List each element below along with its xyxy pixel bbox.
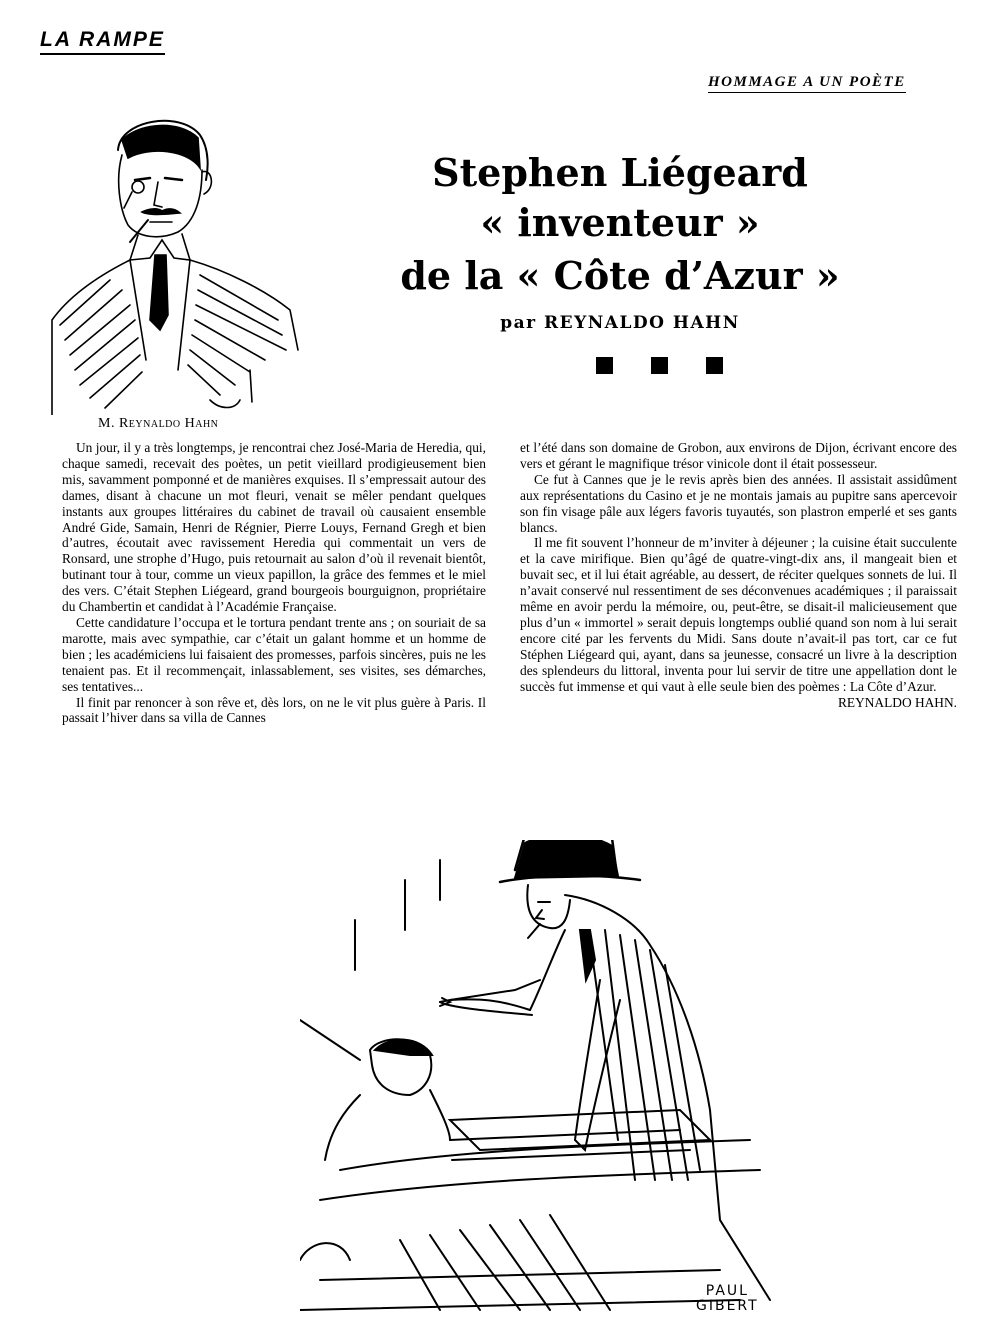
article-column-2 (520, 440, 957, 710)
paragraph: Cette candidature l’occupa et le tortura pendant trente ans ; on souriait de sa marotte, mais avec sympathie, car c’était un galant homme et un homme de bien ; les académiciens lui faisaient des promesses, parfois sincères, puis ne les tenaient pas. Et il recommençait, inlassablement, ses visites, ses démarches, ses tentatives... (62, 614, 486, 694)
illustration-signature (696, 1284, 759, 1314)
byline: par REYNALDO HAHN (500, 313, 740, 333)
paragraph: et l’été dans son domaine de Grobon, aux environs de Dijon, écrivant encore des vers et gérant le magnifique trésor vinicole dont il était possesseur. (520, 440, 957, 471)
article-column-1 (62, 440, 486, 726)
article-signature: REYNALDO HAHN. (837, 694, 957, 710)
title-line-2: « inventeur » (480, 200, 760, 245)
paragraph: Un jour, il y a très longtemps, je rencontrai chez José-Maria de Heredia, qui, chaque samedi, recevait des poètes, un petit vieillard prodigieusement bien mis, savamment pomponné et de manières exquises. Il s’empressait autour des dames, disant à chacune un mot fleuri, venait se mêler pendant quelques instants aux groupes littéraires du cabinet de travail où causaient ensemble André Gide, Samain, Henri de Régnier, Pierre Louys, Fernand Gregh et bien d’autres, écoutait avec ravissement Heredia qui commentait un vers de Ronsard, une strophe d’Hugo, puis retournait au salon d’où il revenait bientôt, butinant tour à tour, comme un vieux papillon, la grâce des femmes et le miel des vers. C’était Stephen Liégeard, grand bourgeois bourguignon, propriétaire du Chambertin et candidat à l’Académie Française. (62, 440, 486, 615)
caption-name: Reynaldo Hahn (118, 416, 219, 431)
paragraph: Ce fut à Cannes que je le revis après bien des années. Il assistait assidûment aux représentations du Casino et je ne montais jamais au pupitre sans apercevoir son fin visage pâle aux légers favoris tuyautés, son plastron emperlé et ses gants blancs. (520, 471, 957, 535)
title-line-1: Stephen Liégeard (432, 150, 808, 195)
masthead: LA RAMPE (40, 28, 165, 55)
portrait-illustration (50, 110, 300, 415)
portrait-caption (98, 416, 218, 432)
signature-last: GIBERT (696, 1298, 759, 1314)
section-heading: HOMMAGE A UN POÈTE (708, 74, 906, 93)
conductor-illustration (300, 840, 820, 1320)
caption-prefix: M. (98, 416, 119, 431)
ornament-squares (596, 357, 723, 374)
signature-first: PAUL (705, 1283, 749, 1299)
paragraph: Il me fit souvent l’honneur de m’inviter à déjeuner ; la cuisine était succulente et la cave mirifique. Bien qu’âgé de quatre-vingt-dix ans, il mangeait bien et buvait sec, et il lui était agréable, au dessert, de réciter quelques sonnets de lui. Il n’avait conservé nul ressentiment de ses déconvenues académiques ; il paraissait même en avoir perdu la mémoire, ou, peut-être, se disait-il malicieusement que plus d’un « immortel » serait depuis longtemps oublié quand son nom à lui serait encore cité par les fervents du Midi. Sans doute n’avait-il pas tort, car ce fut Stéphen Liégeard qui, ayant, dans sa jeunesse, consacré un livre à la description des splendeurs du littoral, inventa pour lui servir de titre une appellation dont le succès fut immense et qui vaut à elle seule bien des poèmes : La Côte d’Azur. (520, 535, 957, 694)
title-line-3: de la « Côte d’Azur » (400, 253, 840, 298)
paragraph: Il finit par renoncer à son rêve et, dès lors, on ne le vit plus guère à Paris. Il passait l’hiver dans sa villa de Cannes (62, 694, 486, 726)
